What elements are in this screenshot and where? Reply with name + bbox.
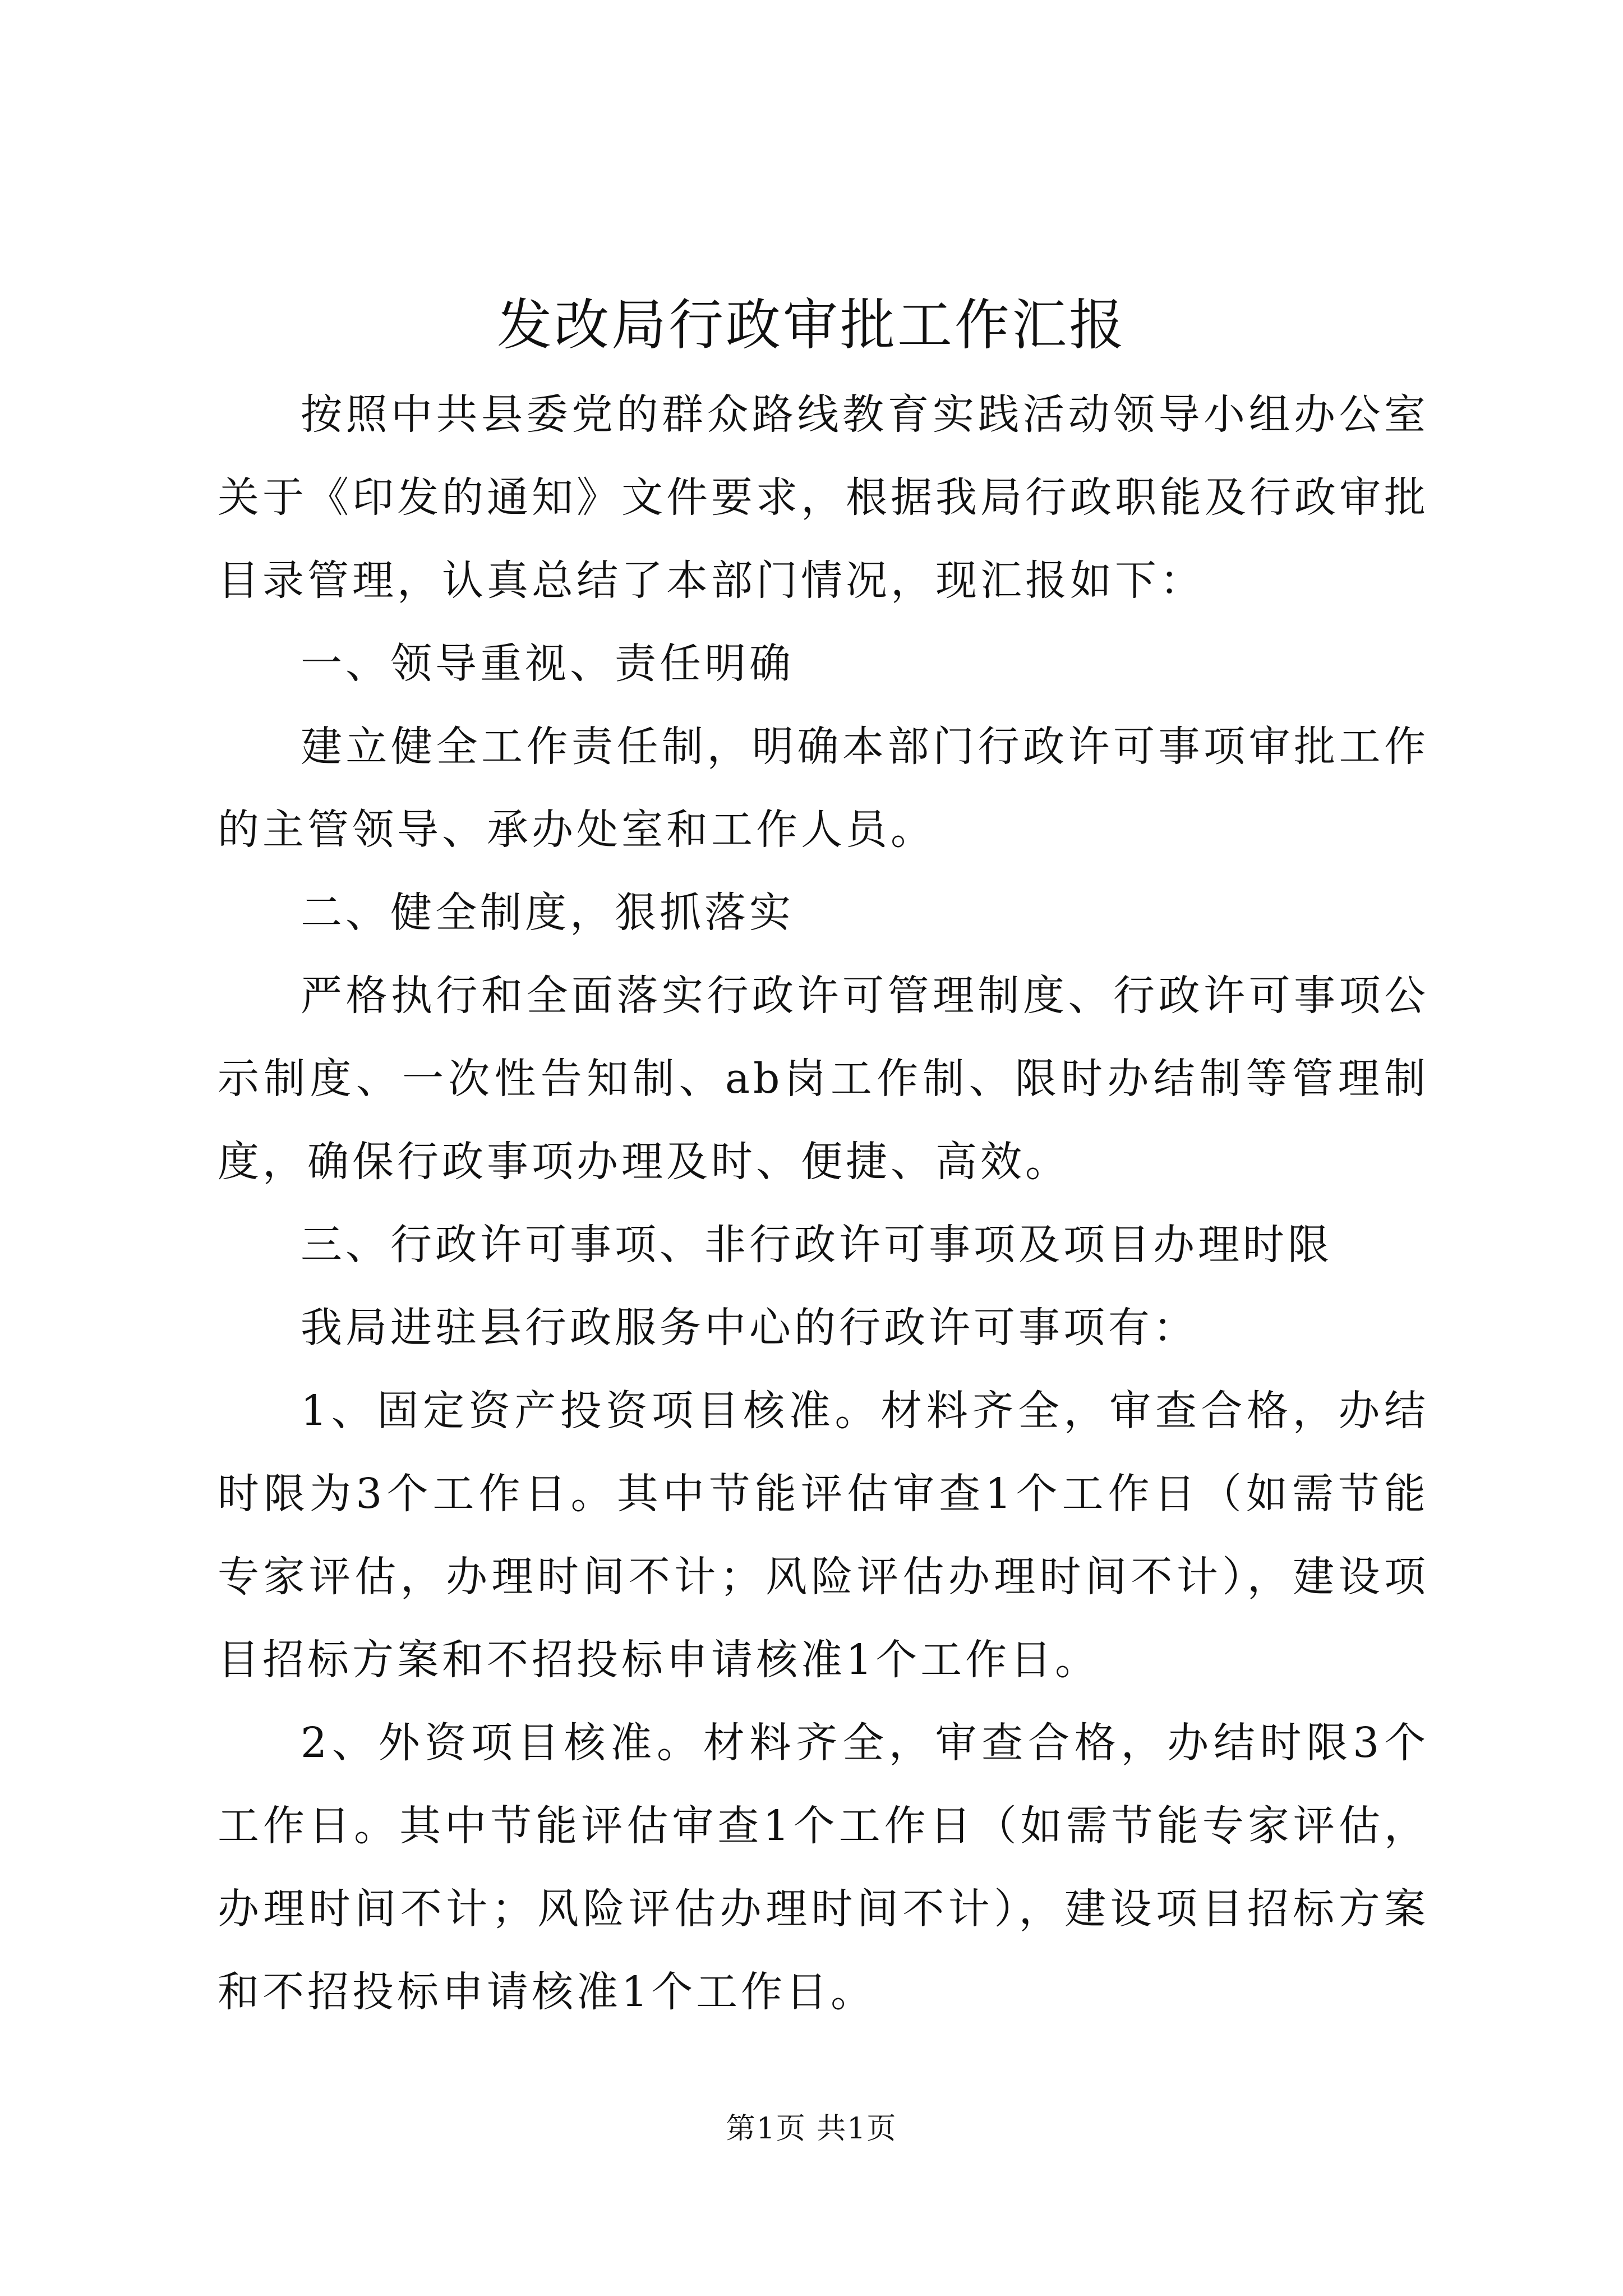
paragraph-section-1: 建立健全工作责任制，明确本部门行政许可事项审批工作的主管领导、承办处室和工作人员。	[218, 723, 1429, 854]
document-body	[218, 373, 1429, 2033]
paragraph-section-2: 严格执行和全面落实行政许可管理制度、行政许可事项公示制度、一次性告知制、ab岗工作制、限时办结制等管理制度，确保行政事项办理及时、便捷、高效。	[218, 972, 1429, 1186]
list-item-2: 2、外资项目核准。材料齐全，审查合格，办结时限3个工作日。其中节能评估审查1个工作日（如需节能专家评估，办理时间不计；风险评估办理时间不计），建设项目招标方案和不招投标申请核准1个工作日。	[218, 1719, 1429, 2016]
page-footer: 第1页 共1页	[726, 2112, 897, 2146]
document-title: 发改局行政审批工作汇报	[496, 293, 1126, 357]
section-heading-1: 一、领导重视、责任明确	[301, 639, 794, 688]
paragraph-intro: 按照中共县委党的群众路线教育实践活动领导小组办公室关于《印发的通知》文件要求，根据我局行政职能及行政审批目录管理，认真总结了本部门情况，现汇报如下：	[218, 390, 1429, 605]
section-heading-2: 二、健全制度，狠抓落实	[301, 889, 794, 937]
paragraph-section-3-intro: 我局进驻县行政服务中心的行政许可事项有：	[301, 1304, 1198, 1352]
section-heading-3: 三、行政许可事项、非行政许可事项及项目办理时限	[301, 1221, 1332, 1269]
list-item-1: 1、固定资产投资项目核准。材料齐全，审查合格，办结时限为3个工作日。其中节能评估审查1个工作日（如需节能专家评估，办理时间不计；风险评估办理时间不计），建设项目招标方案和不招投标申请核准1个工作日。	[218, 1387, 1429, 1684]
